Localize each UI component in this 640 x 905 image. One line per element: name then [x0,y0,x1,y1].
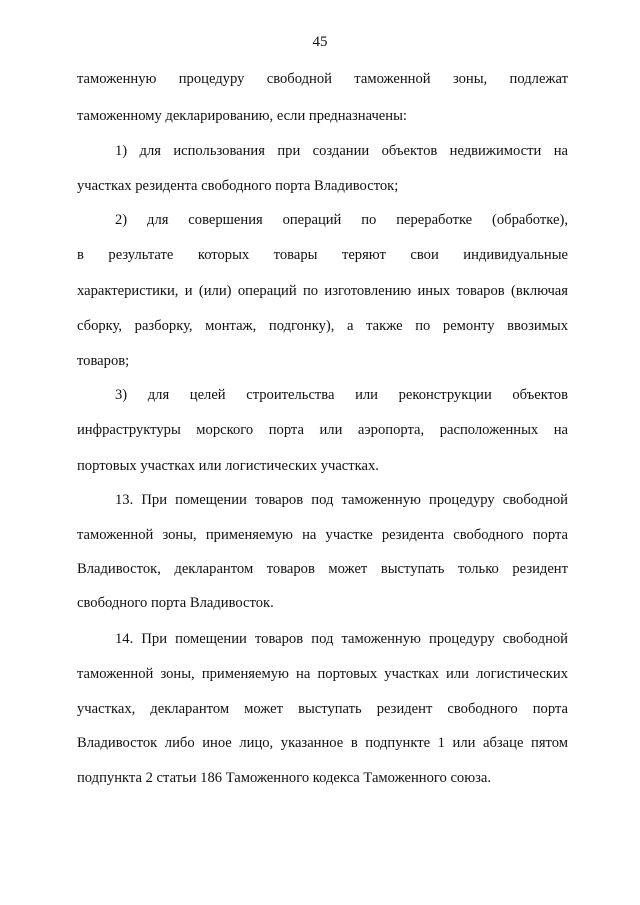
text-line: таможенной зоны, применяемую на участке резидента свободного порта [77,527,568,543]
text-line: в результате которых товары теряют свои индивидуальные [77,247,568,263]
page-number: 45 [312,34,328,50]
text-line: подпункта 2 статьи 186 Таможенного кодекса Таможенного союза. [77,770,492,786]
paragraph-14: 14. При помещении товаров под таможенную процедуру свободной [115,631,568,647]
text-line: участках резидента свободного порта Владивосток; [77,178,399,194]
text-line: таможенной зоны, применяемую на портовых участках или логистических [77,666,568,682]
text-line: сборку, разборку, монтаж, подгонку), а также по ремонту ввозимых [77,318,568,334]
text-line: инфраструктуры морского порта или аэропорта, расположенных на [77,422,568,438]
text-line: товаров; [77,353,130,369]
text-line: характеристики, и (или) операций по изготовлению иных товаров (включая [77,283,568,299]
list-item-3: 3) для целей строительства или реконструкции объектов [115,387,568,403]
list-item-2: 2) для совершения операций по переработке (обработке), [115,212,568,228]
text-line: свободного порта Владивосток. [77,595,274,611]
paragraph-13: 13. При помещении товаров под таможенную процедуру свободной [115,492,568,508]
text-line: портовых участках или логистических участках. [77,458,379,474]
text-line: Владивосток, декларантом товаров может выступать только резидент [77,561,568,577]
text-line: участках, декларантом может выступать резидент свободного порта [77,701,568,717]
text-line: таможенному декларированию, если предназначены: [77,108,407,124]
text-line: таможенную процедуру свободной таможенной зоны, подлежат [77,71,568,87]
text-line: Владивосток либо иное лицо, указанное в подпункте 1 или абзаце пятом [77,735,568,751]
list-item-1: 1) для использования при создании объектов недвижимости на [115,143,568,159]
